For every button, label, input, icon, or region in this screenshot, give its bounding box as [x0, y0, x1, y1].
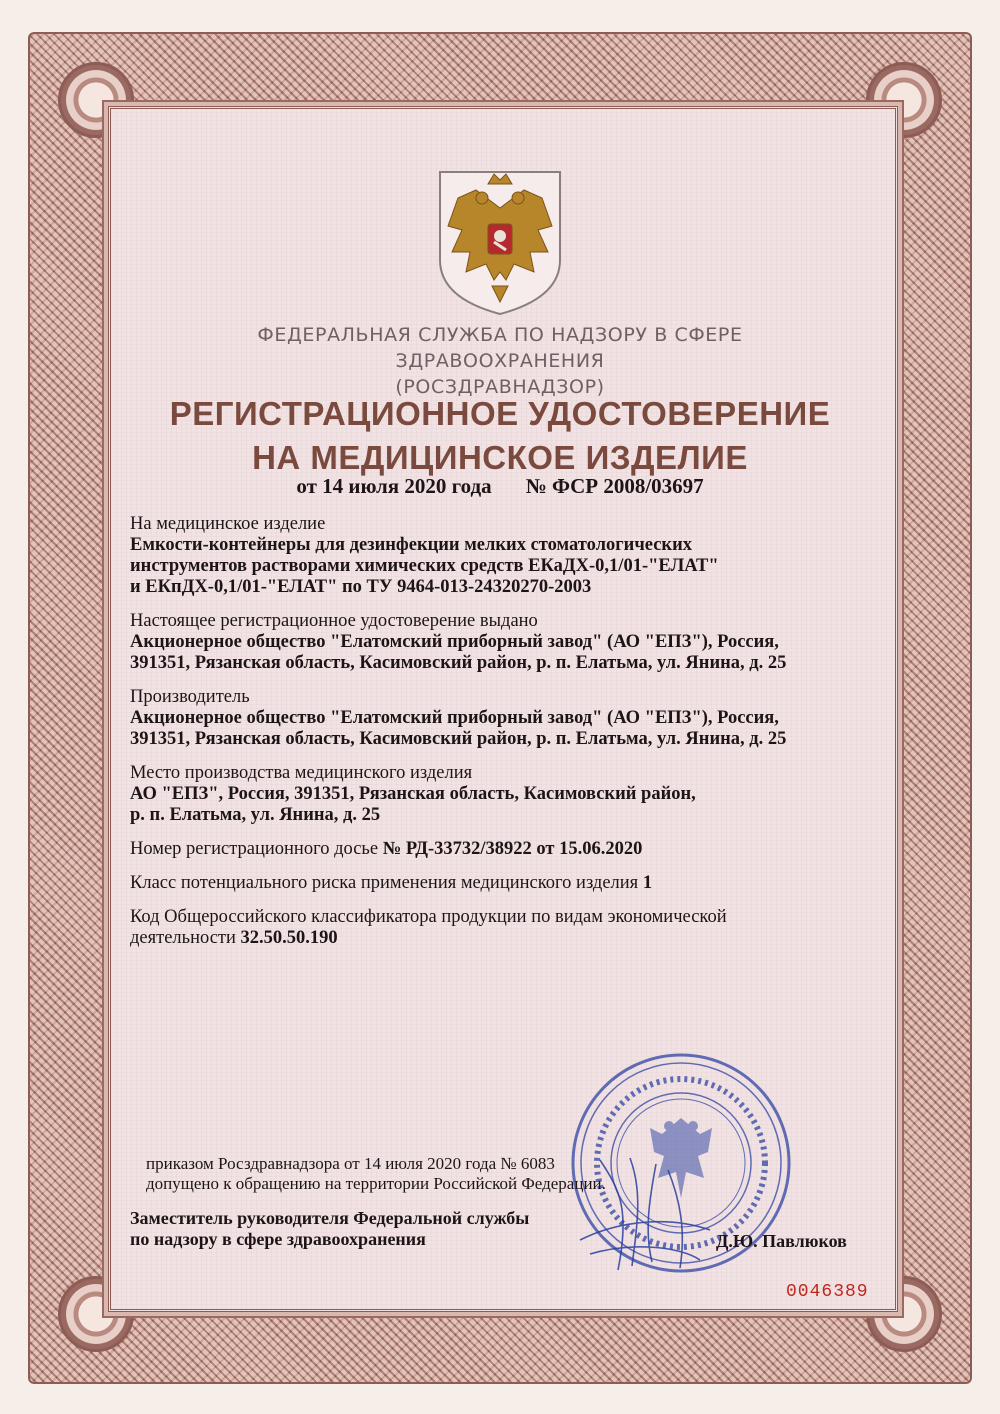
section-label: На медицинское изделие: [130, 514, 326, 534]
section-label: Настоящее регистрационное удостоверение выдано: [130, 611, 538, 631]
registration-line: [150, 474, 850, 499]
dossier-section: [130, 839, 850, 860]
okpd-label: Код Общероссийского классификатора продукции по видам экономической: [130, 907, 727, 927]
section-label: Производитель: [130, 687, 250, 707]
risk-class-label: Класс потенциального риска применения медицинского изделия: [130, 873, 639, 893]
signer-name: Д.Ю. Павлюков: [716, 1231, 847, 1251]
risk-class-section: [130, 873, 850, 894]
section-label: Место производства медицинского изделия: [130, 763, 473, 783]
production-site: р. п. Елатьма, ул. Янина, д. 25: [130, 805, 381, 825]
okpd-code: 32.50.50.190: [240, 928, 338, 948]
dossier-label: Номер регистрационного досье: [130, 839, 379, 859]
signature-icon: [560, 1150, 730, 1280]
production-site: АО "ЕПЗ", Россия, 391351, Рязанская область, Касимовский район,: [130, 784, 696, 804]
order-line: приказом Росздравнадзора от 14 июля 2020 года № 6083: [146, 1154, 555, 1173]
coat-of-arms-icon: [436, 168, 564, 318]
document-title: [120, 392, 880, 480]
issued-to-section: [130, 611, 850, 674]
registration-date: от 14 июля 2020 года: [296, 474, 492, 498]
device-name: Емкости-контейнеры для дезинфекции мелких стоматологических: [130, 535, 692, 555]
risk-class-value: 1: [642, 873, 653, 893]
device-name: и ЕКпДХ-0,1/01-"ЕЛАТ" по ТУ 9464-013-24320270-2003: [130, 577, 592, 597]
title-line: НА МЕДИЦИНСКОЕ ИЗДЕЛИЕ: [252, 439, 748, 476]
signer-line: по надзору в сфере здравоохранения: [130, 1229, 426, 1249]
signer-title: [130, 1208, 590, 1250]
registration-number: № ФСР 2008/03697: [525, 474, 704, 498]
manufacturer-address: 391351, Рязанская область, Касимовский район, р. п. Елатьма, ул. Янина, д. 25: [130, 729, 787, 749]
signer-line: Заместитель руководителя Федеральной службы: [130, 1208, 530, 1228]
serial-number: 0046389: [786, 1282, 869, 1302]
title-line: РЕГИСТРАЦИОННОЕ УДОСТОВЕРЕНИЕ: [169, 395, 831, 432]
certificate-body: [130, 514, 850, 962]
manufacturer-section: [130, 687, 850, 750]
dossier-number: № РД-33732/38922 от 15.06.2020: [382, 839, 643, 859]
production-site-section: [130, 763, 850, 826]
device-name: инструментов растворами химических средств ЕКаДХ-0,1/01-"ЕЛАТ": [130, 556, 719, 576]
agency-line: ФЕДЕРАЛЬНАЯ СЛУЖБА ПО НАДЗОРУ В СФЕРЕ ЗДРАВООХРАНЕНИЯ: [257, 324, 743, 372]
device-section: [130, 514, 850, 598]
agency-name: [150, 322, 850, 400]
holder-name: Акционерное общество "Елатомский приборный завод" (АО "ЕПЗ"), Россия,: [130, 632, 779, 652]
manufacturer-name: Акционерное общество "Елатомский приборный завод" (АО "ЕПЗ"), Россия,: [130, 708, 779, 728]
okpd-section: [130, 907, 850, 949]
okpd-label: деятельности: [130, 928, 236, 948]
holder-address: 391351, Рязанская область, Касимовский район, р. п. Елатьма, ул. Янина, д. 25: [130, 653, 787, 673]
agency-abbr: (РОСЗДРАВНАДЗОР): [395, 376, 605, 398]
order-line: допущено к обращению на территории Российской Федерации.: [146, 1174, 606, 1193]
